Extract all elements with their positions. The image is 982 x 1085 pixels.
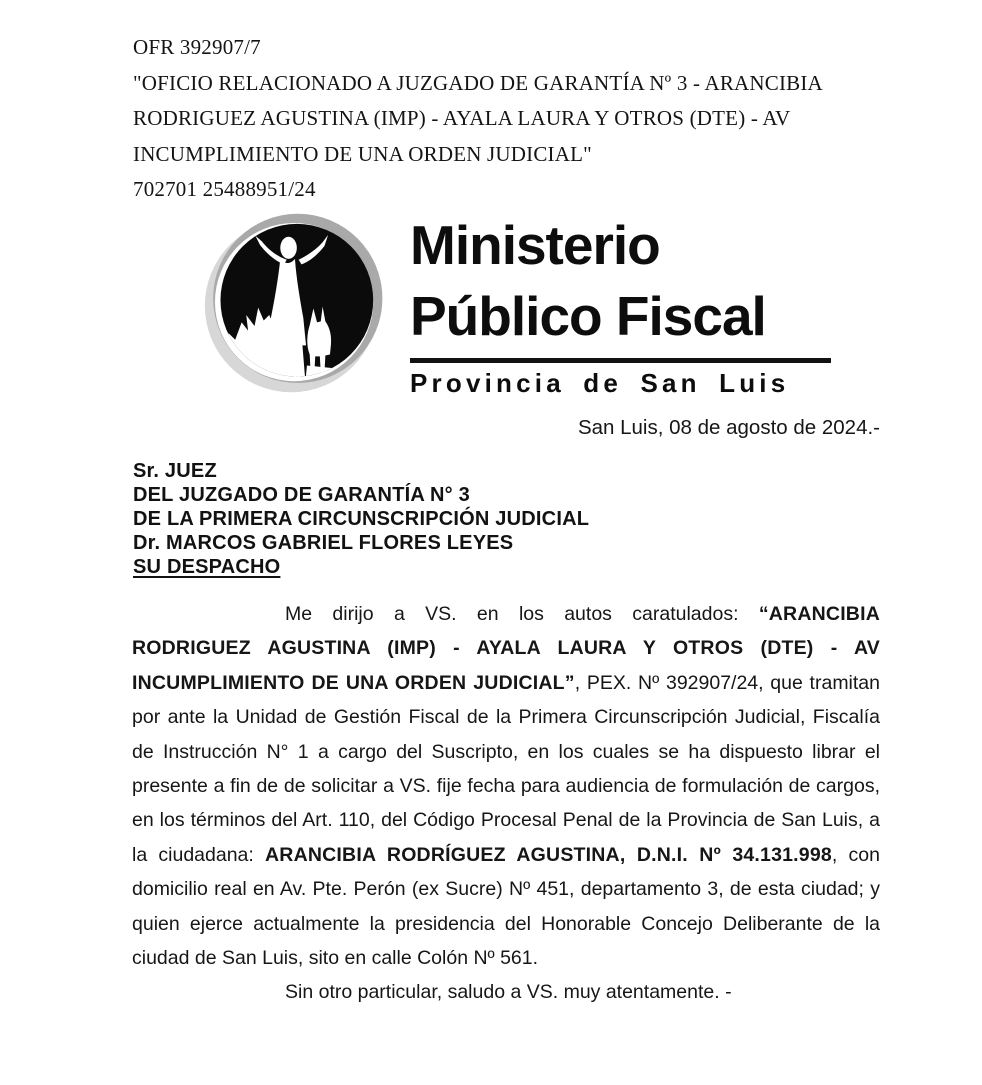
closing-line: Sin otro particular, saludo a VS. muy atentamente. -: [285, 981, 732, 1004]
case-caption-line-3: INCUMPLIMIENTO DE UNA ORDEN JUDICIAL": [133, 141, 592, 166]
addressee-line-judge-name: Dr. MARCOS GABRIEL FLORES LEYES: [133, 532, 514, 554]
addressee-line-district: DE LA PRIMERA CIRCUNSCRIPCIÓN JUDICIAL: [133, 508, 590, 530]
mpf-emblem-icon: [203, 208, 387, 398]
case-caption-line-2: RODRIGUEZ AGUSTINA (IMP) - AYALA LAURA Y OTROS (DTE) - AV: [133, 106, 791, 130]
letter-body: [132, 597, 880, 1010]
addressee-line-court: DEL JUZGADO DE GARANTÍA N° 3: [133, 484, 470, 506]
su-despacho-line: SU DESPACHO: [133, 556, 281, 578]
org-subtitle: Provincia de San Luis: [410, 368, 790, 398]
addressee-line-judge: Sr. JUEZ: [133, 460, 217, 482]
office-reference: OFR 392907/7: [133, 35, 261, 59]
mpf-logo: [203, 208, 831, 399]
org-name-line2: Público Fiscal: [410, 285, 766, 347]
org-name-line1: Ministerio: [410, 214, 660, 276]
logo-divider: [410, 358, 831, 363]
file-number: 702701 25488951/24: [133, 177, 316, 201]
logo-text-block: [410, 208, 831, 399]
addressee-block: [133, 459, 589, 579]
body-paragraph: Me dirijo a VS. en los autos caratulados: “ARANCIBIA RODRIGUEZ AGUSTINA (IMP) - AYALA LAURA Y OTROS (DTE) - AV INCUMPLIMIENTO DE UNA ORDEN JUDICIAL”, PEX. Nº 392907/24, que tramitan por ante la Unidad de Gestión Fiscal de la Primera Circunscripción Judicial, Fiscalía de Instrucción N° 1 a cargo del Suscripto, en los cuales se ha dispuesto librar el presente a fin de de solicitar a VS. fije fecha para audiencia de formulación de cargos, en los términos del Art. 110, del Código Procesal Penal de la Provincia de San Luis, a la ciudadana: ARANCIBIA RODRÍGUEZ AGUSTINA, D.N.I. Nº 34.131.998, con domicilio real en Av. Pte. Perón (ex Sucre) Nº 451, departamento 3, de esta ciudad; y quien ejerce actualmente la presidencia del Honorable Concejo Deliberante de la ciudad de San Luis, sito en calle Colón Nº 561.: [132, 603, 880, 970]
date-line: San Luis, 08 de agosto de 2024.-: [577, 416, 880, 439]
case-caption-line-1: "OFICIO RELACIONADO A JUZGADO DE GARANTÍA Nº 3 - ARANCIBIA: [133, 70, 823, 95]
document-header: [133, 30, 913, 208]
